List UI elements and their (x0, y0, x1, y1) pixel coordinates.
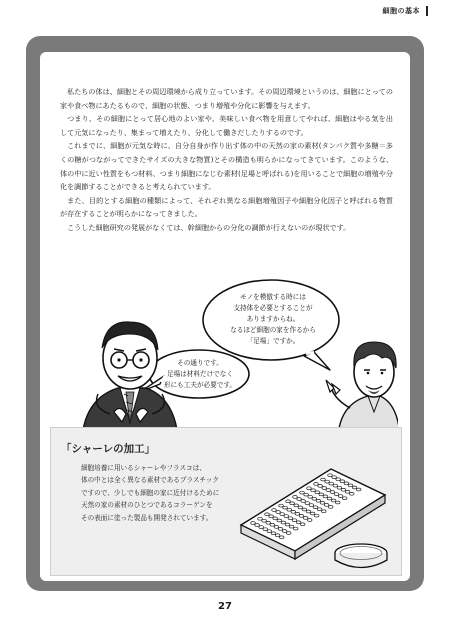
body-paragraph-2: つまり、その細胞にとって居心地のよい家や、美味しい食べ物を用意してやれば、細胞はやる気を出して元気になったり、集まって増えたり、分化して働きだしたりするのです。 (60, 114, 393, 137)
right-bubble-text: モノを模倣する時には 支持体を必要とすることが ありますからね。 なるほど細胞の家を作るから 「足場」ですか。 (230, 293, 316, 345)
body-paragraph-3: これまでに、細胞が元気な時に、自分自身が作り出す体の中の天然の家の素材(タンパク質や多糖＝多くの糖がつながってできたサイズの大きな物質)とその構造も明らかになってきています。このような、体の中に近い性質をもつ材料、つまり細胞になじむ素材(足場と呼ばれる)を用いることで細胞の増殖や分化を調節することができると考えられています。 (60, 141, 393, 192)
body-paragraph-4: また、目的とする細胞の種類によって、それぞれ異なる細胞増殖因子や細胞分化因子と呼ばれる物質が存在することが明らかになってきました。 (60, 195, 393, 219)
dialogue-illustration (68, 272, 398, 437)
body-paragraph-5: こうした細胞研究の発展がなくては、幹細胞からの分化の調節が行えないのが現状です。 (67, 222, 351, 232)
young-man-illustration (326, 342, 398, 437)
section-header-tag: 細胞の基本 (383, 6, 429, 16)
page-frame (26, 36, 424, 591)
body-text (60, 85, 393, 235)
column-title: 「シャーレの加工」 (61, 443, 156, 455)
content-paper (40, 52, 410, 581)
culture-plate-illustration (233, 453, 401, 571)
petri-dish-icon (335, 544, 387, 568)
left-bubble-text: その通りです。 足場は材料だけでなく 形にも工夫が必要です。 (163, 359, 236, 389)
column-text: 細胞培養に用いるシャーレやフラスコは、 体の中とは全く異なる素材であるプラスチック ですので、少しでも細胞の家に近付けるために 天然の家の素材のひとつであるコラーゲンを その表面に塗った製品も開発されています。 (81, 464, 220, 522)
body-paragraph-1: 私たちの体は、細胞とその周辺環境から成り立っています。その周辺環境というのは、細胞にとっての家や食べ物にあたるもので、細胞の状態、つまり増殖や分化に影響を与えます。 (60, 87, 393, 110)
column-box (50, 427, 402, 576)
page-number: 27 (218, 601, 232, 612)
